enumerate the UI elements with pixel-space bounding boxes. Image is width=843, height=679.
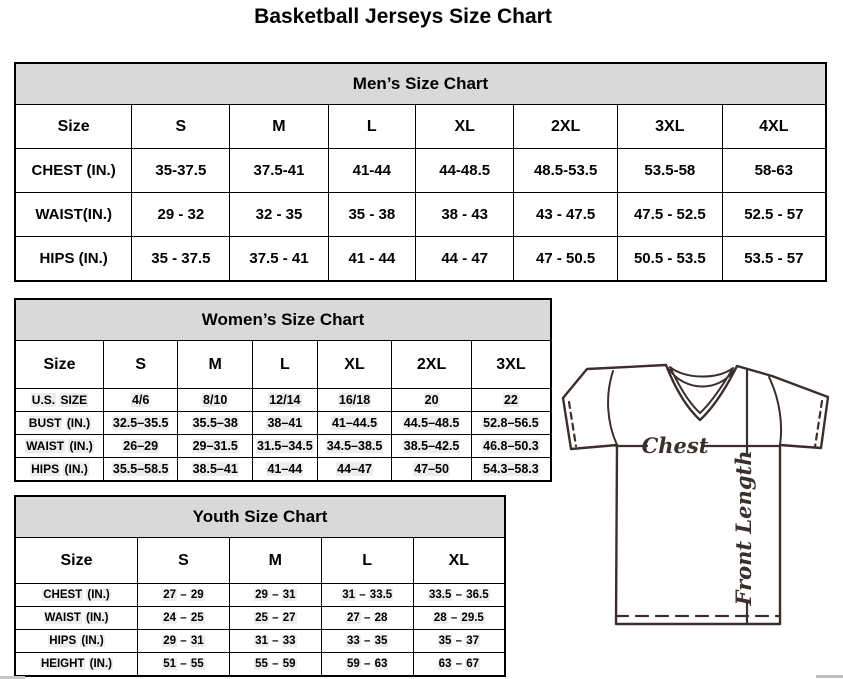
table-row [15,630,505,653]
table-cell: 53.5 - 57 [722,237,826,282]
row-label: WAIST (IN.) [15,435,103,458]
table-cell: 47 - 50.5 [514,237,618,282]
table-row [15,149,826,193]
column-header: L [321,538,413,584]
table-cell: 41–44.5 [317,412,392,435]
row-label: U.S. SIZE [15,389,103,412]
size-table-mens [14,62,827,282]
column-header: 4XL [722,105,826,149]
column-header: XL [317,341,392,389]
column-header: Size [15,105,132,149]
column-header: L [328,105,416,149]
table-cell: 47–50 [392,458,472,482]
column-header: S [103,341,178,389]
page-title: Basketball Jerseys Size Chart [254,5,552,28]
table-cell: 31 – 33 [229,630,321,653]
table-title: Women’s Size Chart [15,299,551,341]
table-cell: 41–44 [252,458,317,482]
size-table-womens [14,298,552,482]
table-cell: 12/14 [252,389,317,412]
table-cell: 50.5 - 53.5 [618,237,723,282]
table-cell: 35 - 37.5 [132,237,230,282]
table-row [15,389,551,412]
row-label: CHEST (IN.) [15,149,132,193]
table-cell: 58-63 [722,149,826,193]
table-title: Youth Size Chart [15,496,505,538]
table-title-row [15,496,505,538]
table-cell: 52.5 - 57 [722,193,826,237]
table-cell: 28 – 29.5 [413,607,505,630]
jersey-diagram [556,358,834,630]
table-row [15,193,826,237]
table-row [15,653,505,677]
table-cell: 34.5–38.5 [317,435,392,458]
table-cell: 24 – 25 [138,607,230,630]
table-cell: 31.5–34.5 [252,435,317,458]
table-cell: 33 – 35 [321,630,413,653]
table-cell: 31 – 33.5 [321,584,413,607]
column-header: M [178,341,253,389]
table-cell: 44.5–48.5 [392,412,472,435]
column-header: S [132,105,230,149]
table-cell: 32 - 35 [230,193,328,237]
table-cell: 37.5 - 41 [230,237,328,282]
table-header-row [15,538,505,584]
table-cell: 35.5–38 [178,412,253,435]
table-cell: 48.5-53.5 [514,149,618,193]
column-header: 3XL [618,105,723,149]
table-cell: 4/6 [103,389,178,412]
column-header: XL [413,538,505,584]
front-length-label: Front Length [731,450,756,606]
table-cell: 51 – 55 [138,653,230,677]
table-cell: 29–31.5 [178,435,253,458]
column-header: XL [416,105,514,149]
table-cell: 41-44 [328,149,416,193]
table-cell: 16/18 [317,389,392,412]
table-row [15,435,551,458]
column-header: M [230,105,328,149]
table-cell: 38 - 43 [416,193,514,237]
column-header: M [229,538,321,584]
table-cell: 41 - 44 [328,237,416,282]
column-header: 2XL [514,105,618,149]
table-cell: 26–29 [103,435,178,458]
table-cell: 38.5–42.5 [392,435,472,458]
column-header: Size [15,538,138,584]
column-header: Size [15,341,103,389]
table-cell: 47.5 - 52.5 [618,193,723,237]
table-cell: 37.5-41 [230,149,328,193]
table-title-row [15,299,551,341]
row-label: BUST (IN.) [15,412,103,435]
row-label: WAIST(IN.) [15,193,132,237]
table-cell: 35 – 37 [413,630,505,653]
jersey-outline-icon [563,365,828,624]
table-cell: 29 - 32 [132,193,230,237]
row-label: HIPS (IN.) [15,237,132,282]
table-cell: 54.3–58.3 [471,458,551,482]
table-title-row [15,63,826,105]
table-row [15,607,505,630]
table-cell: 32.5–35.5 [103,412,178,435]
table-cell: 63 – 67 [413,653,505,677]
table-cell: 29 – 31 [229,584,321,607]
table-cell: 52.8–56.5 [471,412,551,435]
chest-label: Chest [641,433,709,458]
table-cell: 35 - 38 [328,193,416,237]
table-cell: 25 – 27 [229,607,321,630]
table-cell: 20 [392,389,472,412]
size-table-youth [14,495,506,677]
table-cell: 59 – 63 [321,653,413,677]
row-label: HIPS (IN.) [15,458,103,482]
table-cell: 38.5–41 [178,458,253,482]
table-cell: 8/10 [178,389,253,412]
table-cell: 35.5–58.5 [103,458,178,482]
row-label: HIPS (IN.) [15,630,138,653]
table-cell: 46.8–50.3 [471,435,551,458]
row-label: HEIGHT (IN.) [15,653,138,677]
table-header-row [15,341,551,389]
table-cell: 43 - 47.5 [514,193,618,237]
table-cell: 44–47 [317,458,392,482]
table-cell: 29 – 31 [138,630,230,653]
row-label: CHEST (IN.) [15,584,138,607]
table-cell: 53.5-58 [618,149,723,193]
table-row [15,584,505,607]
table-cell: 35-37.5 [132,149,230,193]
table-cell: 55 – 59 [229,653,321,677]
table-row [15,412,551,435]
column-header: 2XL [392,341,472,389]
table-cell: 33.5 – 36.5 [413,584,505,607]
row-label: WAIST (IN.) [15,607,138,630]
table-row [15,458,551,482]
column-header: S [138,538,230,584]
table-cell: 44 - 47 [416,237,514,282]
table-cell: 38–41 [252,412,317,435]
column-header: L [252,341,317,389]
table-row [15,237,826,282]
table-cell: 27 – 28 [321,607,413,630]
scrollbar-fragment-right [816,675,843,678]
column-header: 3XL [471,341,551,389]
table-cell: 27 – 29 [138,584,230,607]
table-header-row [15,105,826,149]
table-cell: 22 [471,389,551,412]
table-cell: 44-48.5 [416,149,514,193]
table-title: Men’s Size Chart [15,63,826,105]
